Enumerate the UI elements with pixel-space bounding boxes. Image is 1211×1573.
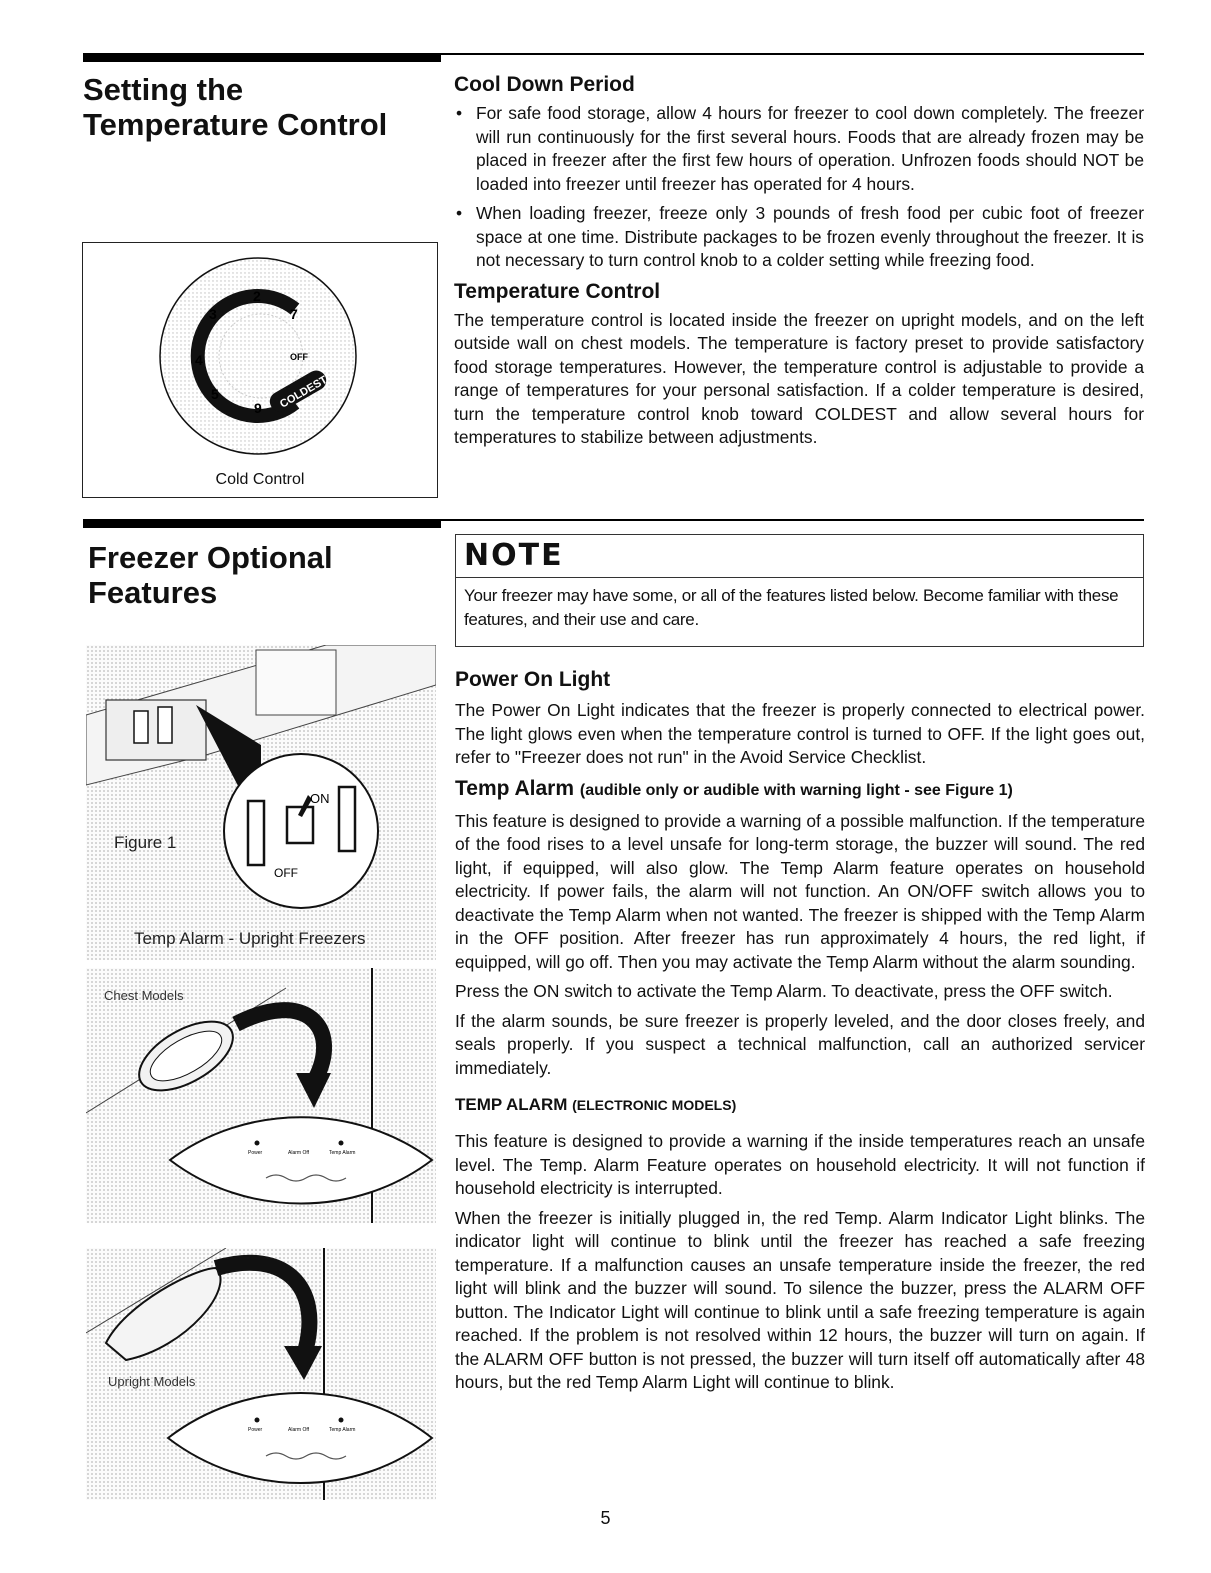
dial-label-off: OFF [290,352,308,362]
power-on-heading: Power On Light [455,668,611,691]
electronic-heading-main: TEMP ALARM [455,1095,568,1114]
panel-label-temp-alarm: Temp Alarm [329,1427,356,1433]
panel-label-temp-alarm: Temp Alarm [329,1150,356,1156]
section-rule-thin [441,519,1144,521]
switch-on-label: ON [310,791,330,806]
figure-caption: Cold Control [215,471,305,488]
temp-control-heading: Temperature Control [454,279,661,303]
temp-alarm-paragraph: This feature is designed to provide a warning of a possible malfunction. If the temperature of the food rises to a level unsafe for long-term storage, the buzzer will sound. The red light, if equipped, will also glow. The Temp Alarm feature operates on household electricity. If power fails, the alarm will not function. An ON/OFF switch allows you to deactivate the Temp Alarm when not wanted. The freezer is shipped with the Temp Alarm in the OFF position. After freezer has run approximately 4 hours, the red light, if equipped, will go off. Then you may activate the Temp Alarm without the alarm sounding. [455,810,1145,972]
section-rule-thick [83,53,441,62]
title-line: Setting the [83,72,244,107]
note-heading: NOTE [456,535,1143,578]
figure-1-caption: Temp Alarm - Upright Freezers [134,929,366,948]
alarm-panel [168,1393,432,1483]
section-rule-thick [83,519,441,528]
temp-alarm-heading-main: Temp Alarm [455,776,575,800]
panel-label-alarm-off: Alarm Off [288,1150,310,1156]
callout-arrow [236,1010,324,1078]
upright-models-label: Upright Models [108,1374,196,1389]
temp-alarm-paragraph: If the alarm sounds, be sure freezer is properly leveled, and the door closes freely, and seals properly. If you suspect a technical malfunction, call an authorized servicer immediately. [455,1010,1145,1078]
dial-label: 2 [253,288,261,304]
page-number: 5 [600,1508,611,1528]
callout-arrow [216,1263,309,1348]
temp-alarm-heading-note: (audible only or audible with warning light - see Figure 1) [579,781,1013,799]
panel-label-alarm-off: Alarm Off [288,1427,310,1433]
chest-alarm-illustration [86,968,436,1223]
figure-1-label: Figure 1 [114,833,177,852]
dial-label: 4 [195,352,203,368]
title-line: Features [88,575,218,610]
upright-alarm-illustration [86,645,436,960]
dial-label: 3 [209,306,217,322]
dial-label: 9 [254,400,262,416]
temp-alarm-paragraph: Press the ON switch to activate the Temp Alarm. To deactivate, press the OFF switch. [455,981,1113,1001]
panel-label-power: Power [248,1150,263,1156]
chest-models-label: Chest Models [104,988,184,1003]
power-on-text: The Power On Light indicates that the freezer is properly connected to electrical power. The light glows even when the temperature control is turned to OFF. If the light goes out, refer to "Freezer does not run" in the Avoid Service Checklist. [455,700,1145,767]
cool-down-block [454,72,1144,450]
chest-models-figure [86,968,436,1223]
upright-models-figure [86,1248,436,1500]
dial-label-coldest: COLDEST [277,373,330,411]
temp-control-text: The temperature control is located inside the freezer on upright models, and on the left outside wall on chest models. The temperature is factory preset to provide satisfactory food storage temperatures. However, the temperature control is adjustable to provide a range of temperatures for your personal satisfaction. If a colder temperature is desired, turn the temperature control knob toward COLDEST and allow several hours for temperatures to stabilize between adjustments. [454,309,1144,447]
optional-features-text [455,667,1145,1395]
section-title-optional-features [88,540,333,610]
electronic-paragraph: When the freezer is initially plugged in, the red Temp. Alarm Indicator Light blinks. The indicator light will continue to blink until the freezer has reached a safe freezing temperature. If a malfunction causes an unsafe temperature inside the freezer, the red light will blink and the buzzer will sound. To silence the buzzer, press the ALARM OFF button. The Indicator Light will continue to blink until a safe freezing temperature is again reached. If the problem is not resolved within 12 hours, the buzzer will turn on again. If the ALARM OFF button is not pressed, the buzzer will turn itself off automatically after 48 hours, but the red Temp Alarm Light will continue to blink. [455,1207,1145,1392]
section-title-temperature [83,72,387,142]
section-rule-thin [441,53,1144,55]
cool-down-heading: Cool Down Period [454,73,635,96]
electronic-paragraph: This feature is designed to provide a warning if the inside temperatures reach an unsafe level. The Temp. Alarm Feature operates on household electricity. It will not function if household electricity is interrupted. [455,1131,1145,1198]
panel-label-power: Power [248,1427,263,1433]
cool-down-list [454,102,1144,273]
list-item: • For safe food storage, allow 4 hours for freezer to cool down completely. The freezer will run continuously for the first several hours. Foods that are already frozen may be placed in freezer after the first few hours of operation. Unfrozen foods should NOT be loaded into freezer until freezer has operated for 4 hours. [454,102,1144,196]
note-box [455,534,1144,647]
switch-off-label: OFF [274,866,298,880]
note-text: Your freezer may have some, or all of the features listed below. Become familiar with these features, and their use and care. [464,586,1119,629]
dial-label: 5 [211,386,219,402]
dial-label: 7 [290,306,298,322]
title-line: Temperature Control [83,107,388,142]
cold-control-dial-illustration [83,243,437,497]
list-item: • When loading freezer, freeze only 3 pounds of fresh food per cubic foot of freezer space at one time. Distribute packages to be frozen evenly throughout the freezer. It is not necessary to turn control knob to a colder setting while freezing food. [454,202,1144,273]
title-line: Freezer Optional [88,540,333,575]
alarm-panel [170,1117,432,1203]
electronic-heading [455,1094,1145,1116]
electronic-heading-sub: (ELECTRONIC MODELS) [572,1097,737,1113]
cold-control-figure [82,242,438,498]
figure-1-upright-alarm [86,645,436,960]
temp-alarm-heading [455,776,1145,804]
